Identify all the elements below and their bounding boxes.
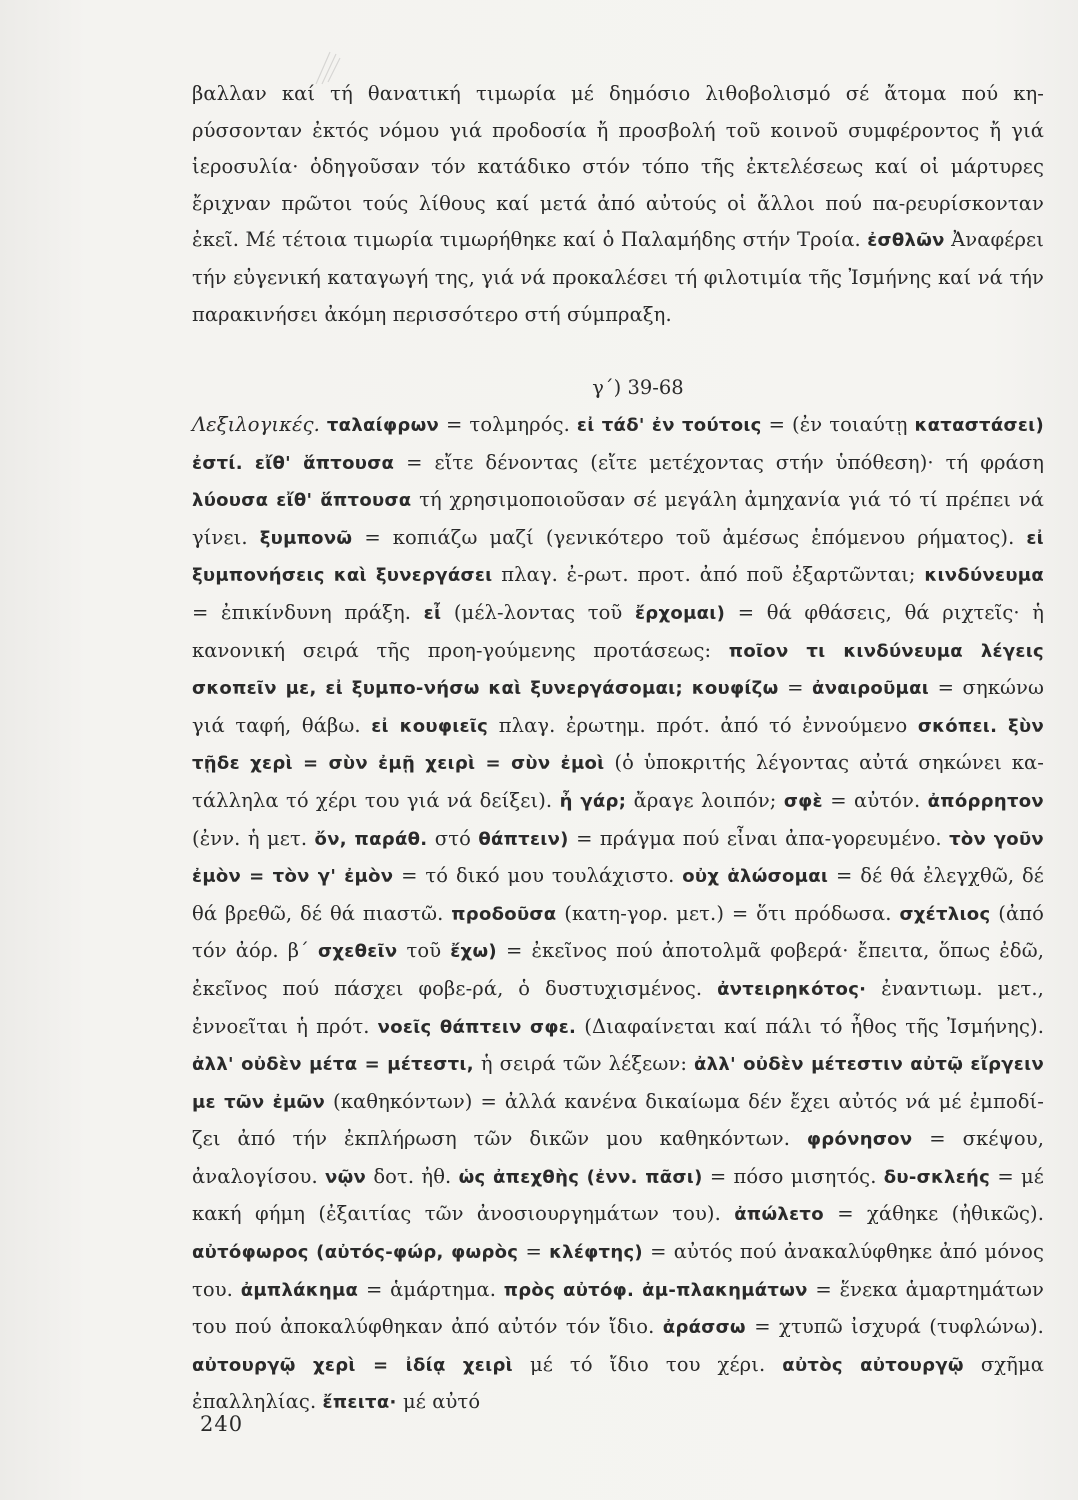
lexical-label: Λεξιλογικές.: [192, 413, 320, 436]
text-run: = κοπιάζω μαζί (γενικότερο τοῦ ἀμέσως ἑπόμενου ρήματος).: [352, 525, 1027, 549]
text-run: [320, 413, 327, 436]
bold-term: ἔπειτα·: [322, 1392, 397, 1414]
text-run: στό: [427, 826, 479, 850]
bold-term: σκόπει. ξὺν τῇδε χερὶ = σὺν ἐμῇ χειρὶ = σὺν ἐμοὶ: [192, 715, 1045, 775]
text-run: = πόσο μισητός.: [702, 1164, 884, 1188]
text-run: (καθηκόντων) = ἀλλά κανένα δικαίωμα δέν ἔχει αὐτός νά μέ ἐμποδί-ζει ἀπό τήν ἐκπλήρωση τῶν δικῶν μου καθηκόντων.: [192, 1089, 1044, 1151]
bold-term: ποῖον τι κινδύνευμα λέγεις σκοπεῖν με, εἰ ξυμπο-νήσω καὶ ξυνεργάσομαι; κουφίζω: [192, 640, 1044, 700]
text-run: πλαγ. ἐ-ρωτ. προτ. ἀπό ποῦ ἐξαρτῶνται;: [492, 563, 925, 587]
bold-term: εἰ κουφιεῖς: [371, 715, 489, 737]
bold-term: εἴθ' ἅπτουσα: [254, 452, 395, 474]
bold-term: εἰ τάδ' ἐν τούτοις: [576, 415, 762, 436]
text-run: ἐναντιωμ. μετ., ἐννοεῖται ἡ πρότ.: [192, 976, 1044, 1038]
bold-term: ταλαίφρων: [326, 415, 440, 436]
bold-term: εἰ ξυμπονήσεις καὶ ξυνεργάσει: [192, 527, 1044, 587]
text-run: Ἀναφέρει τήν εὐγενική καταγωγή της, γιά νά προκαλέσει τή φιλοτιμία τῆς Ἰσμήνης καί νά τήν παρακινήσει ἀκόμη περισσότερο στή σύμπραξη.: [192, 228, 1044, 326]
text-run: = θά φθάσεις, θά ριχτεῖς· ἡ κανονική σειρά τῆς προη-γούμενης προτάσεως:: [192, 600, 1045, 662]
bold-term: νοεῖς θάπτειν σφε.: [377, 1016, 577, 1038]
bold-term: αὐτόφωρος (αὐτός-φώρ, φωρὸς: [192, 1242, 519, 1264]
text-run: =: [518, 1240, 550, 1264]
text-run: (ὁ ὑποκριτής λέγοντας αὐτά σηκώνει κα-τάλληλα τό χέρι του γιά νά δείξει).: [192, 751, 1044, 812]
text-run: = δέ θά ἐλεγχθῶ, δέ θά βρεθῶ, δέ θά πιαστῶ.: [192, 864, 1044, 925]
text-run: μέ τό ἴδιο του χέρι.: [512, 1352, 783, 1376]
bold-term: ἦ γάρ;: [559, 790, 627, 812]
text-run: πλαγ. ἐρωτημ. πρότ. ἀπό τό ἐννούμενο: [488, 713, 918, 737]
bold-term: ἐσθλῶν: [867, 230, 945, 252]
bold-term: ἀντειρηκότος·: [717, 978, 867, 1000]
bold-term: κινδύνευμα: [924, 565, 1044, 587]
text-run: = αὐτός πού ἀνακαλύφθηκε ἀπό μόνος του.: [192, 1240, 1044, 1301]
text-run: [243, 451, 255, 474]
bold-term: ἀλλ' οὐδὲν μέτα = μέτεστι,: [192, 1054, 474, 1076]
text-run: μέ αὐτό: [396, 1390, 481, 1414]
bold-term: ἀπώλετο: [734, 1204, 824, 1226]
bold-term: ὄν, παράθ.: [314, 828, 428, 850]
bold-term: σχέτλιος: [899, 903, 991, 925]
text-run: = σκέψου, ἀναλογίσου.: [192, 1127, 1045, 1188]
bold-term: αὐτουργῷ χερὶ = ἰδίᾳ χειρὶ: [192, 1354, 513, 1376]
bold-term: οὐχ ἁλώσομαι: [682, 866, 829, 888]
text-run: = εἴτε δένοντας (εἴτε μετέχοντας στήν ὑπόθεση)· τή φράση: [394, 450, 1044, 474]
text-run: = ἐπικίνδυνη πράξη.: [192, 600, 424, 624]
text-run: = χάθηκε (ἠθικῶς).: [823, 1202, 1044, 1226]
text-run: βαλλαν καί τή θανατική τιμωρία μέ δημόσιο λιθοβολισμό σέ ἄτομα πού κη-ρύσσονταν ἐκτός νόμου γιά προδοσία ἤ προσβολή τοῦ κοινοῦ συμφέροντος ἤ γιά ἱεροσυλία· ὁδηγοῦσαν τόν κατάδικο στόν τόπο τῆς ἐκτελέσεως καί οἱ μάρτυρες ἔριχναν πρῶτοι τούς λίθους καί μετά ἀπό αὐτούς οἱ ἄλλοι πού πα-ρευρίσκονταν ἐκεῖ. Μέ τέτοια τιμωρία τιμωρήθηκε καί ὁ Παλαμήδης στήν Τροία.: [192, 82, 1044, 252]
text-run: = αὐτόν.: [822, 788, 928, 812]
text-run: (κατη-γορ. μετ.) = ὅτι πρόδωσα.: [556, 901, 900, 925]
text-run: =: [778, 676, 813, 700]
bold-term: νῷν: [325, 1166, 367, 1188]
text-run: = ἁμάρτημα.: [358, 1277, 504, 1301]
bold-term: ἀράσσω: [662, 1317, 746, 1339]
bold-term: ξυμπονῶ: [259, 527, 353, 549]
section-heading: γ΄) 39-68: [592, 376, 684, 399]
text-run: = μέ κακή φήμη (ἐξαιτίας τῶν ἀνοσιουργημάτων του).: [192, 1164, 1045, 1226]
lexical-block: [192, 407, 1044, 1422]
text-run: = (ἐν τοιαύτῃ: [761, 413, 915, 436]
page-number: 240: [200, 1412, 244, 1436]
text-run: (μέλ-λοντας τοῦ: [441, 600, 635, 624]
text-run: τή χρησιμοποιοῦσαν σέ μεγάλη ἀμηχανία γιά τό τί πρέπει νά γίνει.: [192, 488, 1044, 549]
intro-block: [192, 76, 1044, 333]
text-run: σχῆμα ἐπαλληλίας.: [192, 1352, 1044, 1414]
intro-paragraph: [192, 76, 1044, 333]
text-run: τοῦ: [397, 939, 451, 963]
bold-term: φρόνησον: [806, 1129, 913, 1151]
text-run: = σηκώνω γιά ταφή, θάβω.: [192, 676, 1044, 737]
bold-term: λύουσα εἴθ' ἅπτουσα: [192, 490, 412, 512]
bold-term: σχεθεῖν: [318, 941, 398, 963]
bold-term: προδοῦσα: [451, 903, 557, 925]
section-heading-block: [192, 370, 1044, 407]
text-run: = ἐκεῖνος πού ἀποτολμᾶ φοβερά· ἔπειτα, ὅπως ἐδῶ, ἐκεῖνος πού πάσχει φοβε-ρά, ὁ δυστυχισμένος.: [192, 939, 1044, 1000]
bold-term: αὐτὸς αὐτουργῷ: [782, 1354, 964, 1376]
bold-term: τὸν γοῦν ἐμὸν = τὸν γ' ἐμὸν: [192, 828, 1044, 888]
bold-term: δυ-σκλεής: [883, 1166, 991, 1188]
bold-term: σφὲ: [783, 790, 823, 812]
text-run: = τό δικό μου τουλάχιστο.: [393, 864, 683, 888]
bold-term: ἔχω): [450, 941, 497, 963]
text-run: ἡ σειρά τῶν λέξεων:: [473, 1052, 695, 1076]
bold-term: ἀπόρρητον: [927, 790, 1044, 812]
bold-term: θάπτειν): [478, 828, 569, 850]
text-run: = πράγμα πού εἶναι ἀπα-γορευμένο.: [568, 826, 950, 850]
bold-term: ἀναιροῦμαι: [812, 678, 930, 700]
bold-term: ὡς ἀπεχθὴς (ἐνν. πᾶσι): [458, 1166, 703, 1188]
bold-term: ἔρχομαι): [634, 602, 726, 624]
text-run: δοτ. ἠθ.: [366, 1164, 459, 1188]
text-run: = τολμηρός.: [439, 413, 577, 436]
text-run: (ἀπό τόν ἀόρ. β΄: [192, 901, 1045, 963]
bold-term: εἶ: [423, 602, 442, 624]
lexical-paragraph: [192, 407, 1044, 1422]
bold-term: πρὸς αὐτόφ. ἀμ-πλακημάτων: [503, 1279, 808, 1301]
text-run: (Διαφαίνεται καί πάλι τό ἦθος τῆς Ἰσμήνης).: [576, 1014, 1044, 1038]
bold-term: κλέφτης): [549, 1242, 643, 1264]
text-run: ἄραγε λοιπόν;: [626, 788, 784, 812]
text-run: = χτυπῶ ἰσχυρά (τυφλώνω).: [745, 1315, 1044, 1339]
bold-term: καταστάσει) ἐστί.: [192, 415, 1044, 474]
text-run: (ἐνν. ἡ μετ.: [192, 826, 315, 850]
bold-term: ἀμπλάκημα: [240, 1279, 359, 1301]
lexical-body: [192, 413, 1044, 1413]
bold-term: ἀλλ' οὐδὲν μέτεστιν αὐτῷ εἴργειν με τῶν ἐμῶν: [192, 1054, 1045, 1113]
text-run: = ἕνεκα ἁμαρτημάτων του πού ἀποκαλύφθηκαν ἀπό αὐτόν τόν ἴδιο.: [192, 1277, 1045, 1339]
